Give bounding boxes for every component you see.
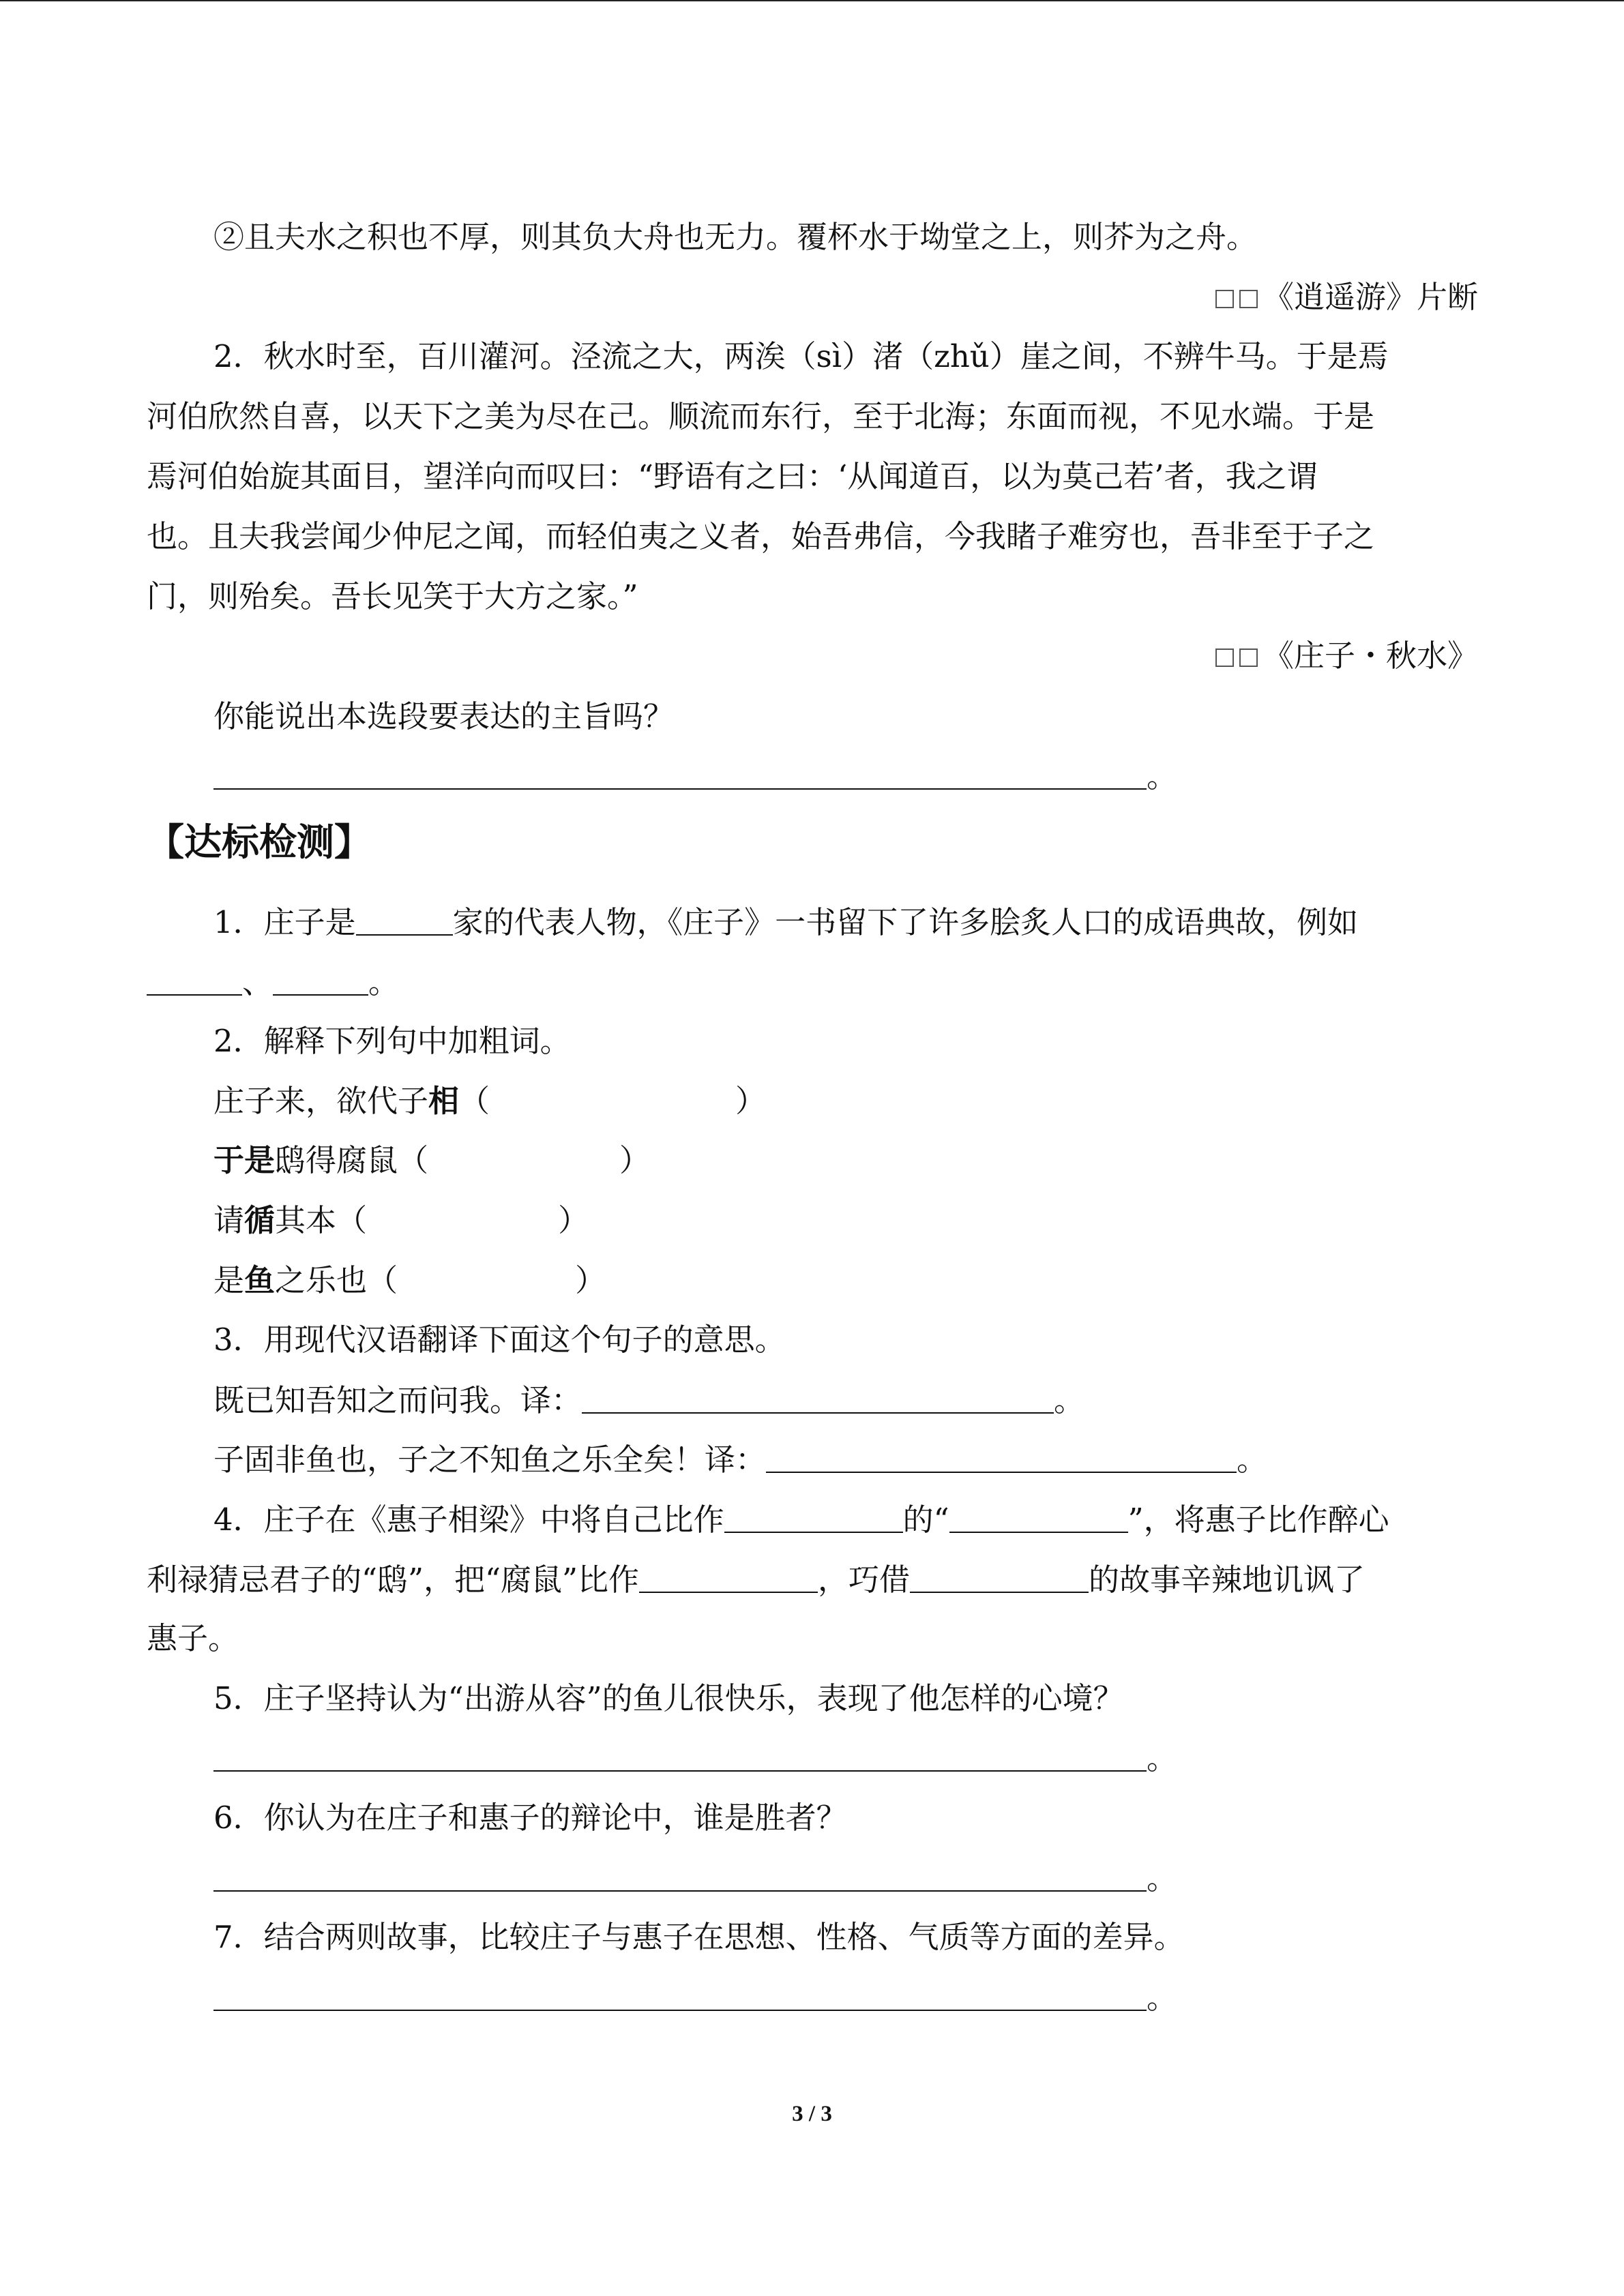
question-4-cont: 利禄猜忌君子的“鸱”，把“腐鼠”比作 ，巧借 的故事辛辣地讥讽了	[147, 1559, 1365, 1600]
placeholder-box-icon	[1215, 290, 1234, 308]
q2-item: 是鱼之乐也（ ）	[213, 1262, 606, 1298]
passage-source: 《庄子・秋水》	[1215, 636, 1478, 676]
passage-line: 河伯欣然自喜，以天下之美为尽在己。顺流而东行，至于北海；东面而视，不见水端。于是	[147, 398, 1375, 434]
blank[interactable]	[724, 1499, 903, 1533]
q2-item: 庄子来，欲代子相（ ）	[213, 1083, 767, 1119]
question-3-title: 3．用现代汉语翻译下面这个句子的意思。	[213, 1322, 786, 1358]
blank[interactable]	[273, 961, 368, 996]
q3-sentence: 子固非鱼也，子之不知鱼之乐全矣！译： 。	[213, 1439, 1267, 1480]
q2-item: 请循其本（ ）	[213, 1202, 589, 1238]
passage-line: 也。且夫我尝闻少仲尼之闻，而轻伯夷之义者，始吾弗信，今我睹子难穷也，吾非至于子之	[147, 518, 1375, 554]
blank[interactable]	[147, 961, 242, 996]
question-1: 1．庄子是 家的代表人物，《庄子》一书留下了许多脍炙人口的成语典故，例如	[213, 901, 1358, 943]
blank[interactable]	[356, 901, 453, 936]
question-text: 你能说出本选段要表达的主旨吗？	[213, 698, 675, 734]
answer-line[interactable]: 。	[213, 756, 1177, 797]
question-5: 5．庄子坚持认为“出游从容”的鱼儿很快乐，表现了他怎样的心境？	[213, 1680, 1124, 1716]
passage-line: 门，则殆矣。吾长见笑于大方之家。”	[147, 578, 638, 614]
placeholder-box-icon	[1239, 648, 1258, 667]
placeholder-box-icon	[1239, 290, 1258, 308]
placeholder-box-icon	[1215, 648, 1234, 667]
blank[interactable]	[766, 1439, 1237, 1473]
question-1-cont: 、 。	[147, 961, 399, 1003]
passage-line: ②且夫水之积也不厚，则其负大舟也无力。覆杯水于坳堂之上，则芥为之舟。	[213, 219, 1258, 255]
page-number: 3 / 3	[792, 2102, 832, 2126]
q3-sentence: 既已知吾知之而问我。译： 。	[213, 1380, 1084, 1421]
question-2-title: 2．解释下列句中加粗词。	[213, 1023, 571, 1059]
q2-item: 于是鸱得腐鼠（ ）	[213, 1142, 651, 1178]
question-4: 4．庄子在《惠子相梁》中将自己比作 的“ ”，将惠子比作醉心	[213, 1499, 1389, 1540]
section-heading: 【达标检测】	[147, 820, 372, 864]
blank[interactable]	[582, 1380, 1054, 1414]
answer-line[interactable]: 。	[213, 1738, 1177, 1779]
question-7: 7．结合两则故事，比较庄子与惠子在思想、性格、气质等方面的差异。	[213, 1919, 1185, 1955]
answer-line[interactable]: 。	[213, 1858, 1177, 1899]
blank[interactable]	[949, 1499, 1128, 1533]
passage-source: 《逍遥游》片断	[1215, 277, 1478, 318]
question-4-cont: 惠子。	[147, 1620, 239, 1656]
passage-line: 焉河伯始旋其面目，望洋向而叹曰：“野语有之曰：‘从闻道百，以为莫己若’者，我之谓	[147, 458, 1318, 494]
blank[interactable]	[639, 1559, 818, 1593]
passage-line: 2．秋水时至，百川灌河。泾流之大，两涘（sì）渚（zhǔ）崖之间，不辨牛马。于是焉	[213, 338, 1389, 374]
answer-line[interactable]: 。	[213, 1977, 1177, 2018]
question-6: 6．你认为在庄子和惠子的辩论中，谁是胜者？	[213, 1800, 847, 1836]
blank[interactable]	[910, 1559, 1089, 1593]
